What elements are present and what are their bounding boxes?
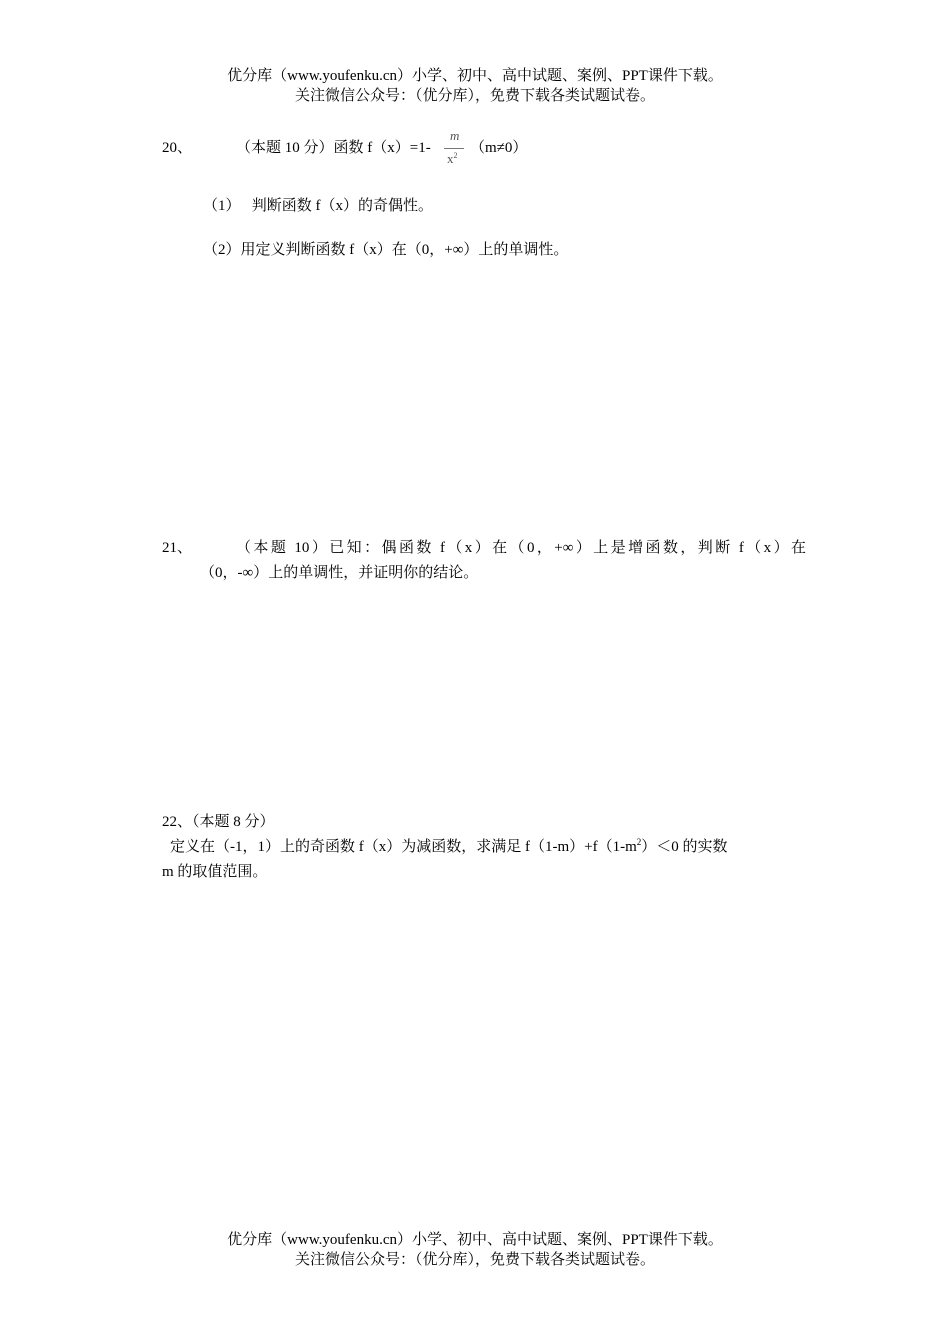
q20-stem-suffix: （m≠0） (470, 140, 528, 156)
header-line-1: 优分库（www.youfenku.cn）小学、初中、高中试题、案例、PPT课件下载。 (227, 68, 723, 84)
q21-line-1: （本题 10）已知：偶函数 f（x）在（0，+∞）上是增函数，判断 f（x）在 (236, 540, 806, 556)
q22-line-2: m 的取值范围。 (162, 864, 268, 880)
header-line-2: 关注微信公众号：（优分库），免费下载各类试题试卷。 (294, 88, 655, 104)
q20-stem-prefix: （本题 10 分）函数 f（x）=1- (236, 140, 431, 156)
q21-number: 21、 (162, 540, 193, 556)
q22-line-1-main (170, 837, 728, 858)
q22-line-1-exponent: 2 (636, 837, 642, 847)
q20-fraction-denominator (447, 151, 458, 167)
q20-fraction-denominator-base: x (447, 151, 454, 166)
q22-header: 22、（本题 8 分） (162, 814, 275, 830)
q20-part-1: （1） 判断函数 f（x）的奇偶性。 (203, 198, 433, 214)
q22-line-1 (170, 837, 806, 858)
q20-fraction-bar (444, 148, 464, 149)
q20-number: 20、 (162, 140, 193, 156)
q22-line-1-b: ）＜0 的实数 (641, 839, 728, 855)
q20-fraction-numerator: m (450, 128, 460, 143)
q20-fraction-exponent: 2 (453, 151, 458, 160)
footer-line-2: 关注微信公众号：（优分库），免费下载各类试题试卷。 (294, 1252, 655, 1268)
q20-part-2: （2）用定义判断函数 f（x）在（0，+∞）上的单调性。 (203, 242, 569, 258)
q22-line-1-a: 定义在（-1，1）上的奇函数 f（x）为减函数，求满足 f（1-m）+f（1-m (170, 839, 637, 855)
q21-line-2: （0，-∞）上的单调性，并证明你的结论。 (200, 565, 479, 581)
footer-line-1: 优分库（www.youfenku.cn）小学、初中、高中试题、案例、PPT课件下载。 (227, 1232, 723, 1248)
